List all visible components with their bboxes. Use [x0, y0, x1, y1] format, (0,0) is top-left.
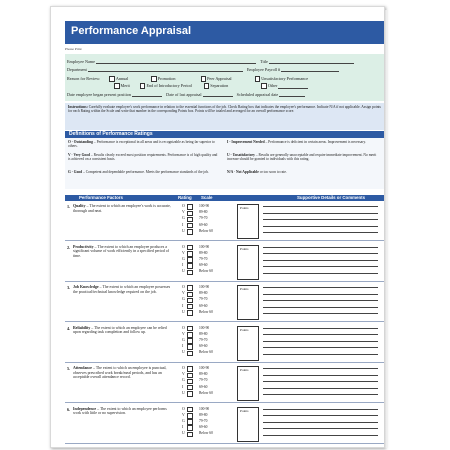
factor-row [65, 406, 384, 444]
comment-line[interactable] [263, 368, 378, 369]
factor-name: Reliability [73, 325, 91, 330]
rating-letter: O [182, 406, 185, 411]
rating-letter: I [182, 263, 184, 268]
factor-name: Productivity [73, 244, 94, 249]
factor-row [65, 325, 384, 363]
scale-value: 89-80 [199, 372, 208, 377]
rating-checkbox[interactable] [187, 217, 193, 223]
comment-line[interactable] [263, 375, 378, 376]
rating-checkbox[interactable] [187, 338, 193, 344]
rating-letter: G [182, 418, 185, 423]
rating-letter: G [182, 216, 185, 221]
date-began-field[interactable] [132, 93, 162, 97]
definition-not-applicable: N/A - Not Applicable or too soon to rate. [227, 170, 287, 174]
comment-line[interactable] [263, 334, 378, 335]
factor-description [73, 407, 175, 416]
factor-row [65, 244, 384, 282]
rating-letter: O [182, 285, 185, 289]
comment-line[interactable] [263, 381, 378, 382]
points-box[interactable] [237, 326, 259, 361]
definition-very-good: V - Very Good – Results clearly exceed most position requirements. Performance is of high quality and is achieved on a consistent basis. [68, 153, 218, 162]
promotion-label: Promotion [157, 76, 176, 81]
rating-letter: U [182, 431, 185, 436]
factor-text: – The extent to which an employee possesses the practical/technical knowledge required on the job. [73, 285, 171, 294]
scale-value: 89-80 [199, 210, 208, 215]
points-label: Points [240, 408, 249, 413]
factor-name: Job Knowledge [73, 285, 99, 289]
end-intro-label: End of Introductory Period [146, 83, 192, 88]
rating-checkbox[interactable] [187, 351, 193, 357]
scale-value: 69-60 [199, 263, 208, 268]
rating-checkbox[interactable] [187, 304, 193, 310]
other-field[interactable] [278, 85, 308, 89]
rating-letter: I [182, 222, 184, 227]
rating-checkbox[interactable] [187, 211, 193, 217]
scale-value: 79-70 [199, 297, 208, 302]
scale-value: Below 60 [199, 228, 213, 233]
peer-appraisal-checkbox[interactable] [201, 76, 207, 82]
comment-line[interactable] [263, 213, 378, 214]
rating-letter: O [182, 325, 185, 330]
annual-checkbox[interactable] [109, 76, 115, 82]
definition-good: G - Good – Competent and dependable performance. Meets the performance standards of the job. [68, 170, 209, 174]
comment-line[interactable] [263, 428, 378, 429]
date-scheduled-label: Scheduled appraisal date [236, 92, 279, 97]
scale-value: 100-90 [199, 406, 210, 411]
rating-letter: I [182, 344, 184, 349]
scale-value: 89-80 [199, 331, 208, 336]
other-checkbox[interactable] [261, 83, 267, 89]
points-label: Points [240, 287, 249, 291]
rating-checkbox[interactable] [187, 332, 193, 338]
scale-value: 79-70 [199, 378, 208, 383]
factor-name: Attendance [73, 366, 93, 370]
rating-letter: I [182, 425, 184, 430]
rating-checkbox[interactable] [187, 413, 193, 419]
factor-number: 4. [67, 325, 71, 331]
definition-unsatisfactory: U - Unsatisfactory – Results are generally unacceptable and require immediate improvement. No merit increase should be granted to individuals with this rating. [227, 153, 377, 162]
comment-line[interactable] [263, 226, 378, 227]
scale-value: Below 60 [199, 309, 213, 314]
rating-letter: U [182, 390, 185, 395]
comment-line[interactable] [263, 394, 378, 395]
scale-value: Below 60 [199, 269, 213, 274]
comment-line[interactable] [263, 313, 378, 314]
comment-line[interactable] [263, 247, 378, 248]
end-intro-checkbox[interactable] [140, 83, 146, 89]
employee-info-section [65, 54, 384, 101]
comment-line[interactable] [263, 273, 378, 274]
factor-description [73, 245, 175, 259]
rating-checkbox[interactable] [187, 385, 193, 391]
employee-name-label: Employee Name [67, 59, 96, 64]
factor-text: – The extent to which an employee can be relied upon regarding task completion and follow up. [73, 325, 167, 335]
points-label: Points [240, 327, 249, 332]
department-label: Department [67, 67, 87, 72]
please-print-note: Please Print [65, 47, 82, 51]
rating-letter: U [182, 350, 185, 355]
form-title: Performance Appraisal [71, 25, 192, 37]
rating-checkbox[interactable] [187, 251, 193, 257]
rating-checkbox[interactable] [187, 366, 193, 372]
factor-number: 3. [67, 285, 71, 290]
scale-value: Below 60 [199, 350, 213, 355]
rating-checkbox[interactable] [187, 263, 193, 269]
rating-checkbox[interactable] [187, 391, 193, 397]
rating-letter: V [182, 412, 185, 417]
rating-letter: U [182, 228, 185, 233]
appraisal-form-sheet [50, 6, 385, 448]
instructions-text: Carefully evaluate employee's work performance in relation to the essential functions of the job. Check Rating box that indicates the employee's performance. Indicate N/A if not applicable. Assign points for each Rating within the Scale and write that number in the corresponding Points box. Points will be totaled and averaged for an overall performance score. [68, 105, 381, 114]
rating-checkbox[interactable] [187, 432, 193, 438]
factor-number: 1. [67, 204, 71, 209]
definitions-section [65, 138, 384, 189]
rating-letter: I [182, 384, 184, 389]
merit-checkbox[interactable] [114, 83, 120, 89]
scale-value: 69-60 [199, 425, 208, 430]
rating-letter: G [182, 337, 185, 342]
factor-row [65, 203, 384, 241]
comment-line[interactable] [263, 354, 378, 355]
promotion-checkbox[interactable] [151, 76, 157, 82]
scale-value: 89-80 [199, 412, 208, 417]
points-label: Points [240, 206, 249, 210]
scale-value: 89-80 [199, 291, 208, 296]
rating-checkbox[interactable] [187, 285, 193, 291]
date-last-field[interactable] [203, 93, 233, 97]
col-performance-factors: Performance Factors [79, 195, 123, 200]
factor-text: – The extent to which an employee performs work with little or no supervision. [73, 406, 167, 416]
factor-description [73, 366, 175, 380]
employee-name-field[interactable] [96, 60, 256, 64]
rating-letter: G [182, 297, 185, 302]
scale-value: 69-60 [199, 344, 208, 349]
definition-outstanding: O - Outstanding – Performance is exceptional in all areas and is recognizable as being far superior to others. [68, 140, 215, 149]
rating-letter: V [182, 372, 185, 377]
rating-checkbox[interactable] [187, 257, 193, 263]
comment-line[interactable] [263, 415, 378, 416]
merit-label: Merit [120, 83, 130, 88]
factor-number: 5. [67, 366, 71, 371]
comment-line[interactable] [263, 294, 378, 295]
col-scale: Scale [201, 195, 213, 200]
rating-checkbox[interactable] [187, 270, 193, 276]
comment-line[interactable] [263, 253, 378, 254]
date-scheduled-field[interactable] [279, 93, 305, 97]
points-box[interactable] [237, 204, 259, 239]
comment-line[interactable] [263, 206, 378, 207]
definition-improvement-needed: I - Improvement Needed – Performance is deficient in certain areas. Improvement is necessary. [227, 140, 366, 144]
rating-letter: O [182, 366, 185, 370]
scale-value: 69-60 [199, 384, 208, 389]
scale-value: 89-80 [199, 250, 208, 255]
rating-letter: G [182, 378, 185, 383]
factor-text: – The extent to which an employee is punctual, observes prescribed work break/meal periods, and has an acceptable overall attendance record. [73, 366, 167, 380]
scale-value: 79-70 [199, 216, 208, 221]
reason-label: Reason for Review: [67, 76, 101, 81]
rating-checkbox[interactable] [187, 310, 193, 316]
scale-value: 100-90 [199, 204, 210, 208]
points-label: Points [240, 368, 249, 372]
date-began-label: Date employee began present position [67, 92, 131, 97]
scale-value: 79-70 [199, 256, 208, 261]
rating-letter: V [182, 331, 185, 336]
factor-text: – The extent to which an employee's work is accurate, thorough and neat. [73, 204, 171, 213]
annual-label: Annual [115, 76, 129, 81]
comment-line[interactable] [263, 388, 378, 389]
rating-letter: V [182, 250, 185, 255]
col-rating: Rating [178, 195, 192, 200]
department-field[interactable] [88, 68, 243, 72]
factor-name: Quality [73, 204, 86, 208]
comment-line[interactable] [263, 409, 378, 410]
points-box[interactable] [237, 245, 259, 280]
page-shadow [384, 10, 387, 448]
peer-appraisal-label: Peer Appraisal [207, 76, 232, 81]
comment-line[interactable] [263, 422, 378, 423]
comment-line[interactable] [263, 328, 378, 329]
rating-checkbox[interactable] [187, 229, 193, 235]
rating-checkbox[interactable] [187, 425, 193, 431]
separation-checkbox[interactable] [204, 83, 210, 89]
scale-value: 79-70 [199, 337, 208, 342]
comment-line[interactable] [263, 232, 378, 233]
scale-value: 69-60 [199, 303, 208, 308]
factor-row [65, 365, 384, 403]
form-header [65, 21, 384, 44]
rating-letter: O [182, 204, 185, 208]
payroll-field[interactable] [281, 68, 339, 72]
rating-checkbox[interactable] [187, 407, 193, 413]
rating-letter: I [182, 303, 184, 308]
instructions-section [65, 103, 384, 130]
comment-line[interactable] [263, 435, 378, 436]
scale-value: Below 60 [199, 390, 213, 395]
rating-letter: U [182, 309, 185, 314]
scale-value: 79-70 [199, 418, 208, 423]
points-label: Points [240, 246, 249, 251]
scale-value: 100-90 [199, 366, 210, 370]
points-box[interactable] [237, 407, 259, 442]
factors-table-header [65, 195, 384, 201]
scale-value: 100-90 [199, 325, 210, 330]
rating-checkbox[interactable] [187, 245, 193, 251]
instructions-label: Instructions: [68, 105, 88, 109]
factor-description [73, 204, 175, 213]
points-box[interactable] [237, 285, 259, 320]
rating-checkbox[interactable] [187, 379, 193, 385]
points-box[interactable] [237, 366, 259, 401]
unsatisfactory-label: Unsatisfactory Performance [261, 76, 309, 81]
other-label: Other [267, 83, 278, 88]
separation-label: Separation [210, 83, 229, 88]
rating-letter: V [182, 291, 185, 296]
rating-letter: V [182, 210, 185, 215]
factor-number: 6. [67, 406, 71, 412]
title-field[interactable] [269, 60, 354, 64]
comment-line[interactable] [263, 307, 378, 308]
scale-value: 69-60 [199, 222, 208, 227]
date-last-label: Date of last appraisal [166, 92, 202, 97]
comment-line[interactable] [263, 341, 378, 342]
comment-line[interactable] [263, 219, 378, 220]
factor-description [73, 326, 175, 335]
col-supportive-details: Supportive Details or Comments [297, 195, 366, 200]
factor-text: – The extent to which an employee produces a significant volume of work efficiently in a specified period of time. [73, 244, 169, 258]
definitions-heading: Definitions of Performance Ratings [65, 131, 384, 138]
rating-checkbox[interactable] [187, 292, 193, 298]
rating-checkbox[interactable] [187, 204, 193, 210]
scale-value: 100-90 [199, 285, 210, 289]
unsatisfactory-checkbox[interactable] [255, 76, 261, 82]
factor-row [65, 284, 384, 322]
comment-line[interactable] [263, 287, 378, 288]
rating-checkbox[interactable] [187, 223, 193, 229]
rating-letter: G [182, 256, 185, 261]
rating-checkbox[interactable] [187, 326, 193, 332]
comment-line[interactable] [263, 266, 378, 267]
comment-line[interactable] [263, 260, 378, 261]
factor-description [73, 285, 175, 294]
payroll-label: Employee Payroll # [246, 67, 281, 72]
rating-checkbox[interactable] [187, 373, 193, 379]
comment-line[interactable] [263, 300, 378, 301]
factor-number: 2. [67, 244, 71, 250]
rating-checkbox[interactable] [187, 298, 193, 304]
rating-letter: O [182, 244, 185, 249]
scale-value: Below 60 [199, 431, 213, 436]
rating-checkbox[interactable] [187, 419, 193, 425]
comment-line[interactable] [263, 347, 378, 348]
title-label: Title [260, 59, 268, 64]
rating-letter: U [182, 269, 185, 274]
rating-checkbox[interactable] [187, 344, 193, 350]
scale-value: 100-90 [199, 244, 210, 249]
factor-name: Independence [73, 406, 97, 411]
